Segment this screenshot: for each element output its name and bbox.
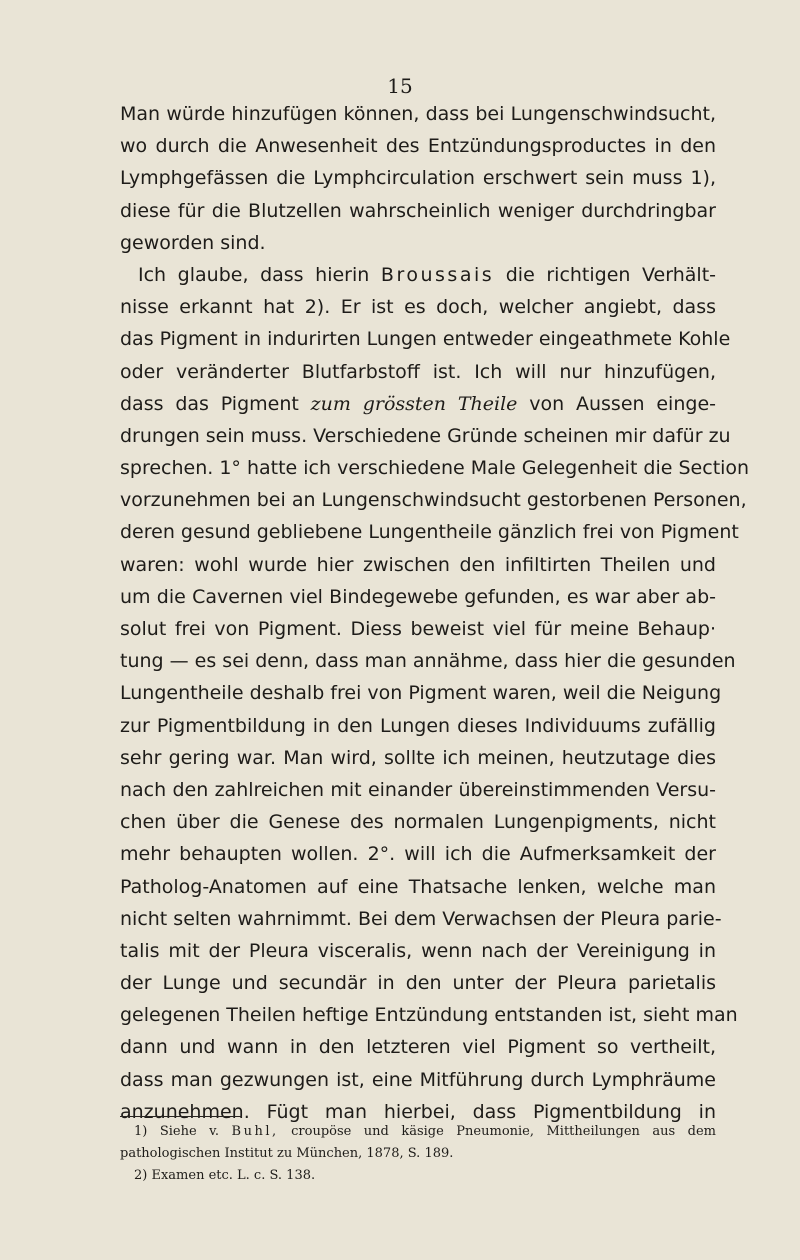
text-segment: dass das Pigment	[120, 392, 299, 415]
text-line: drungen sein muss. Verschiedene Gründe scheinen mir dafür zu	[120, 424, 731, 447]
text-line: zur Pigmentbildung in den Lungen dieses Individuums zufällig	[120, 714, 716, 737]
text-line: nicht selten wahrnimmt. Bei dem Verwachsen der Pleura parie-	[120, 907, 722, 930]
text-line: das Pigment in indurirten Lungen entweder eingeathmete Kohle	[120, 328, 731, 351]
text-line: der Lunge und secundär in den unter der Pleura parietalis	[120, 972, 716, 995]
text-line: gelegenen Theilen heftige Entzündung entstanden ist, sieht man	[120, 1004, 738, 1027]
text-line: chen über die Genese des normalen Lungenpigments, nicht	[120, 811, 716, 834]
text-segment: die richtigen Verhält-	[505, 263, 716, 286]
footnote-divider	[120, 1116, 242, 1117]
text-line: wo durch die Anwesenheit des Entzündungsproductes in den	[120, 135, 716, 158]
page-number: 15	[387, 74, 413, 98]
text-line: sprechen. 1° hatte ich verschiedene Male Gelegenheit die Section	[120, 457, 750, 480]
text-line: nisse erkannt hat 2). Er ist es doch, welcher angiebt, dass	[120, 296, 716, 319]
author-name: Broussais	[380, 263, 495, 286]
text-line: tung — es sei denn, dass man annähme, dass hier die gesunden	[120, 650, 736, 673]
footnote-line	[120, 1121, 716, 1143]
text-line: Man würde hinzufügen können, dass bei Lungenschwindsucht,	[120, 103, 716, 125]
footnotes	[120, 1121, 716, 1187]
text-line: Patholog-Anatomen auf eine Thatsache lenken, welche man	[120, 875, 716, 898]
text-line: vorzunehmen bei an Lungenschwindsucht gestorbenen Personen,	[120, 489, 747, 512]
footnote-segment: croupöse und käsige Pneumonie, Mittheilungen aus dem	[291, 1124, 716, 1139]
footnote-segment: 1) Siehe v.	[134, 1124, 220, 1139]
text-segment: Ich glaube, dass hierin	[138, 263, 370, 286]
text-line	[120, 259, 716, 291]
text-line: nach den zahlreichen mit einander übereinstimmenden Versu-	[120, 778, 716, 801]
text-segment: von Aussen einge-	[529, 392, 716, 415]
text-line: Lungentheile deshalb frei von Pigment waren, weil die Neigung	[120, 682, 722, 705]
author-name: Buhl,	[231, 1124, 279, 1139]
text-line: oder veränderter Blutfarbstoff ist. Ich will nur hinzufügen,	[120, 360, 716, 383]
text-line: dass man gezwungen ist, eine Mitführung durch Lymphräume	[120, 1068, 716, 1091]
text-line: anzunehmen. Fügt man hierbei, dass Pigmentbildung in	[120, 1100, 716, 1123]
body-text	[120, 98, 750, 1128]
text-line: talis mit der Pleura visceralis, wenn nach der Vereinigung in	[120, 939, 716, 962]
text-line: solut frei von Pigment. Diess beweist viel für meine Behaup·	[120, 618, 716, 640]
footnote-line: pathologischen Institut zu München, 1878, S. 189.	[120, 1146, 454, 1161]
text-line: mehr behaupten wollen. 2°. will ich die Aufmerksamkeit der	[120, 843, 716, 866]
text-line: deren gesund gebliebene Lungentheile gänzlich frei von Pigment	[120, 521, 739, 544]
text-line	[120, 388, 716, 420]
footnote-line: 2) Examen etc. L. c. S. 138.	[134, 1168, 316, 1183]
text-line: waren: wohl wurde hier zwischen den infiltirten Theilen und	[120, 553, 716, 576]
text-line: um die Cavernen viel Bindegewebe gefunden, es war aber ab-	[120, 585, 716, 608]
text-line: geworden sind.	[120, 231, 266, 254]
text-line: sehr gering war. Man wird, sollte ich meinen, heutzutage dies	[120, 746, 716, 769]
text-line: Lymphgefässen die Lymphcirculation erschwert sein muss 1),	[120, 167, 716, 190]
text-line: diese für die Blutzellen wahrscheinlich weniger durchdringbar	[120, 199, 716, 222]
text-line: dann und wann in den letzteren viel Pigment so vertheilt,	[120, 1036, 716, 1059]
emphasis-text: zum grössten Theile	[310, 392, 518, 415]
